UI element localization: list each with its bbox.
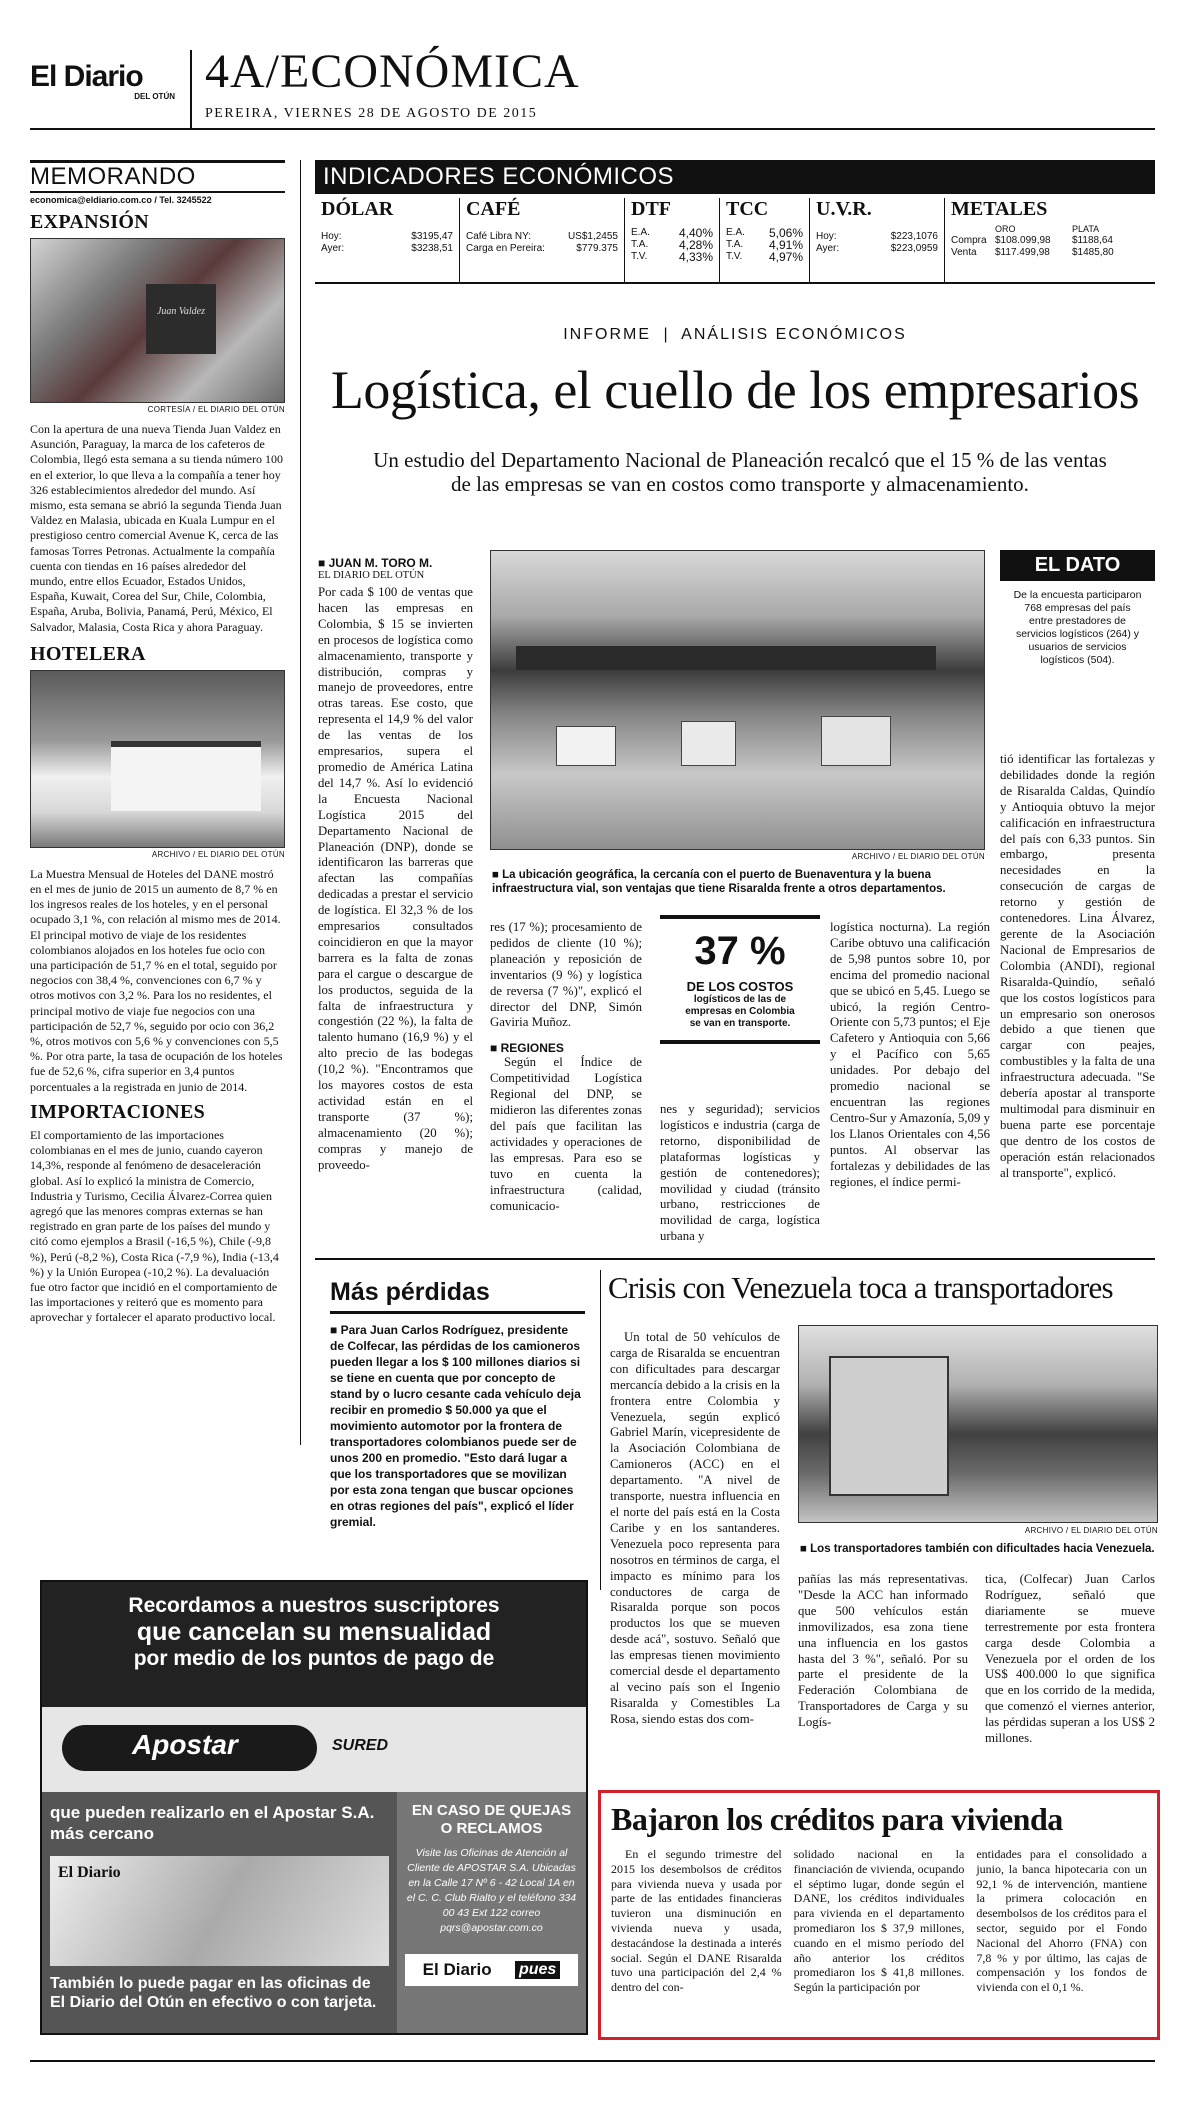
logo-sub: DEL OTÚN	[134, 92, 175, 101]
regiones-heading: ■ REGIONES	[490, 1041, 564, 1056]
uvr-ayer-label: Ayer:	[816, 243, 840, 254]
lead-col2-text: res (17 %); procesamiento de pedidos de cliente (10 %); planeación y reposición de inventarios (9 %) y logística de reversa (7 %)", explicó el director del DNP, Simón Gaviria Muñoz.	[490, 920, 642, 1030]
uvr-label: U.V.R.	[816, 198, 872, 220]
dolar-ayer-label: Ayer:	[321, 243, 345, 254]
logistics-warehouse-photo	[490, 550, 985, 850]
lead-col3-text: nes y seguridad); servicios logísticos e industria (carga de retorno, disponibilidad de plataformas logísticas y gestión de contenedores); movilidad y ciudad (tránsito urbano, restricciones de movilidad de carga, logística urbana y	[660, 1102, 820, 1244]
lead-col5	[1000, 752, 1155, 1181]
uvr-ayer: $223,0959	[890, 243, 938, 254]
credits-columns	[611, 1847, 1147, 1995]
venezuela-col2-text: pañías las más representativas. "Desde la ACC han informado que 500 vehículos están inmovilizados, esa zona tiene una influencia en los gastos hasta del 3 %", señaló. Por su parte el presidente de la Federación Colombiana de Transportadores de Carga y su Logís-	[798, 1572, 968, 1730]
lead-col2b-text: Según el Índice de Competitividad Logística Regional del DNP, se midieron las diferentes zonas del país que facilitan las actividades y operaciones de las empresas. Para eso se tuvo en cuenta la infraestructura (calidad, comunicacio-	[490, 1055, 642, 1213]
lead-bottom-rule	[315, 1258, 1155, 1260]
kicker-right: ANÁLISIS ECONÓMICOS	[681, 326, 907, 343]
column-divider	[300, 160, 301, 1445]
lead-col3	[660, 1102, 820, 1245]
uvr-hoy-label: Hoy:	[816, 231, 837, 242]
lead-deck: Un estudio del Departamento Nacional de Planeación recalcó que el 15 % de las ventas de las empresas se van en costos como transporte y almacenamiento.	[373, 448, 1107, 496]
lead-col1-text: Por cada $ 100 de ventas que hacen las empresas en Colombia, $ 15 se invierten en procesos de logística como almacenamiento, transporte y distribución, compras y manejo de proveedores, entre otras tareas. Ese costo, que representa el 14,9 % del valor de las ventas de los empresarios, supera el promedio de América Latina del 14,7 %. Así lo evidenció la Encuesta Nacional Logística 2015 del Departamento Nacional de Planeación (DNP), donde se identificaron las barreras que afectan las compañías dedicadas a prestar el servicio de logística. El 32,3 % de los empresarios consultados coincidieron en que la mayor barrera es la falta de zonas para el cargue o descargue de los productos, seguida de la falta de infraestructura y congestión (22 %), la falta de talento humano (16,9 %) y el alto precio de las bodegas (10,2 %). "Encontramos que los mayores costos de esta actividad están en el transporte (37 %); almacenamiento (20 %); compras y manejo de proveedo-	[318, 585, 473, 1172]
sured-logo: SURED	[332, 1737, 389, 1754]
dolar-hoy-label: Hoy:	[321, 231, 342, 242]
logo	[30, 62, 180, 101]
memorando-column	[30, 160, 285, 1450]
kicker-left: INFORME	[563, 326, 651, 343]
juan-valdez-logo-sign: Juan Valdez	[146, 284, 216, 354]
venezuela-caption-text: Los transportadores también con dificultades hacia Venezuela.	[810, 1543, 1155, 1555]
ad-body	[42, 1792, 586, 2035]
regiones-head-text: REGIONES	[500, 1041, 564, 1056]
diario-logo: El Diario	[422, 1960, 492, 1979]
lead-col4-text: logística nocturna). La región Caribe obtuvo una calificación de 5,98 puntos sobre 10, por encima del promedio nacional que se ubicó en 5,45. Luego se ubicó, la región Centro-Oriente con 5,73 puntos; el Eje Cafetero y Antioquia con 5,66 y el Pacífico con 5,65 unidades. Por debajo del promedio nacional se encuentran las regiones Centro-Sur y Amazonía, 5,09 y los Llanos Orientales con 4,56 puntos. Al observar las fortalezas y debilidades de las regiones, el índice permi-	[830, 920, 990, 1189]
stat-label: DE LOS COSTOS	[686, 979, 794, 994]
dtf-rate-value: 4,33%	[678, 250, 713, 264]
perdidas-box	[330, 1278, 585, 1530]
byline: ■ JUAN M. TORO M.	[318, 556, 433, 570]
logo-main: El Diario	[30, 60, 143, 93]
tcc-rows	[726, 227, 803, 263]
dolar-block	[315, 198, 460, 282]
indicadores-box	[315, 160, 1155, 290]
lead-col5-text: tió identificar las fortalezas y debilidades donde la región de Risaralda Caldas, Quindío y Antioquia obtuvo la mejor calificación en infraestructura del país con 6,33 puntos. Sin embargo, presenta necesidades en la consecución de cargas de retorno y gestión de contenedores. Lina Álvarez, gerente de la Asociación Nacional de Empresarios de Colombia (ANDI), regional Risaralda-Quindío, señaló que los costos logísticos para un empresario son onerosos debido a que tienen que cargar con peajes, combustibles y la falta de una infraestructura adecuada. "Se debería apostar al transporte multimodal para disminuir en buena parte ese porcentaje que dentro de los costos de operación están relacionados al transporte", explicó.	[1000, 752, 1155, 1180]
venezuela-col1-text: Un total de 50 vehículos de carga de Risaralda se encuentran con dificultades para descargar mercancía debido a la crisis en la frontera entre Colombia y Venezuela, según explicó Gabriel Marín, vicepresidente de la Asociación Colombiana de Camioneros (ACC) en el departamento. "A nivel de transporte, nuestra influencia en el norte del país está en la Costa Caribe y en los santanderes. Venezuela poco representa para nosotros en términos de carga, el impacto es mínimo para los conductores de carga de Risaralda porque son pocos productos los que se mueven desde acá", sostuvo. Señaló que las empresas tienen movimiento comercial desde el departamento al vecino país son el Ingenio Risaralda y Comestibles La Rosa, siendo estas dos com-	[610, 1330, 780, 1726]
oro-venta: $117.499,98	[995, 247, 1050, 258]
memorando-header	[30, 160, 285, 193]
venezuela-col3-text: tica, (Colfecar) Juan Carlos Rodríguez, señaló que diariamente se mueve terrestremente por esta frontera carga desde Colombia a Venezuela por el orden de los US$ 400.000 lo que significa que en los corrido de la medida, que comenzó el viernes anterior, las pérdidas superan a los US$ 2 millones.	[985, 1572, 1155, 1746]
cafe-carga: $779.375	[576, 243, 618, 254]
ad-line2: que cancelan su mensualidad	[136, 1618, 492, 1646]
indicadores-title: INDICADORES ECONÓMICOS	[323, 163, 675, 190]
tcc-rate-label: T.V.	[726, 251, 743, 262]
venezuela-col3	[985, 1572, 1155, 1747]
quejas-text: Visite las Oficinas de Atención al Cliente de APOSTAR S.A. Ubicadas en la Calle 17 Nº 6 - 42 Local 1A en el C. C. Club Rialto y el teléfono 334 00 43 Ext 122 correo pqrs@apostar.com.co	[406, 1847, 577, 1934]
dateline: PEREIRA, VIERNES 28 DE AGOSTO DE 2015	[205, 106, 538, 121]
apostar-band	[42, 1707, 586, 1792]
lead-headline: Logística, el cuello de los empresarios	[330, 360, 1140, 420]
metales-block	[945, 198, 1155, 282]
footer-rule	[30, 2060, 1155, 2062]
cafe-carga-label: Carga en Pereira:	[466, 243, 545, 254]
dolar-hoy: $3195,47	[411, 231, 453, 242]
masthead-rule	[30, 128, 1155, 130]
venezuela-photo-caption: ■ Los transportadores también con dificultades hacia Venezuela.	[800, 1543, 1155, 1555]
dtf-rate-label: T.A.	[631, 239, 649, 250]
column-divider	[600, 1270, 601, 1590]
tcc-label: TCC	[726, 198, 769, 220]
tcc-rate-value: 4,91%	[768, 238, 803, 252]
el-dato-text: De la encuesta participaron 768 empresas del país entre prestadores de servicios logísticos (264) y usuarios de servicios logísticos (504).	[1013, 589, 1142, 666]
el-dato-box	[1000, 550, 1155, 675]
memorando-contact: economica@eldiario.com.co / Tel. 3245522	[30, 195, 212, 205]
metales-label: METALES	[951, 198, 1048, 220]
oro-compra: $108.099,98	[995, 235, 1051, 246]
lead-kicker: INFORME | ANÁLISIS ECONÓMICOS	[563, 326, 907, 343]
expansion-photo-credit: CORTESÍA / EL DIARIO DEL OTÚN	[147, 405, 285, 414]
hotelera-text: La Muestra Mensual de Hoteles del DANE mostró en el mes de junio de 2015 un aumento de 8,7 % en los ingresos reales de los hoteles, y en el personal ocupado 3,1 %, con relación al mismo mes de 2014. El principal motivo de viaje de los residentes colombianos alojados en los hoteles fue ocio con una participación de 51,7 % en el total, seguido por negocios con 38,4 %, convenciones con 6,7 % y otros motivos con 3,2 %. Para los no residentes, el principal motivo de viaje fue negocios con una participación de 52,7 %, seguido por ocio con 36,2 %, otros motivos con 5,6 % y convenciones con 5,5 %. Por otra parte, la tasa de ocupación de los hoteles fue de 52,6 %, cifra superior en 3,4 puntos porcentuales a la registrada en junio de 2014.	[30, 866, 283, 1094]
hotel-bed-shape	[111, 741, 261, 811]
apostar-text: Apostar	[132, 1729, 238, 1760]
uvr-hoy: $223,1076	[890, 231, 938, 242]
lead-col2	[490, 920, 642, 1214]
hotelera-photo-credit: ARCHIVO / EL DIARIO DEL OTÚN	[151, 849, 285, 859]
dtf-rate-value: 4,40%	[678, 226, 713, 240]
warehouse-roof-shape	[516, 646, 936, 670]
ad-bottom-text: También lo puede pagar en las oficinas de El Diario del Otún en efectivo o con tarjeta.	[50, 1975, 377, 2011]
expansion-text: Con la apertura de una nueva Tienda Juan Valdez en Asunción, Paraguay, la marca de los cafeteros de Colombia, llegó esta semana a su tienda número 100 en el exterior, lo que lleva a la compañía a tener hoy 326 establecimientos alrededor del mundo. Así mismo, esta semana se abrió la segunda Tienda Juan Valdez en Malasia, ubicada en Kuala Lumpur en el prestigioso centro comercial Avenue K, cerca de las famosas Torres Petronas. Actualmente la compañía cuenta con tiendas en 16 países alrededor del mundo, entre ellos Ecuador, Estados Unidos, España, Kuwait, Corea del Sur, Chile, Colombia, España, Aruba, Bolivia, Panamá, Perú, México, El Salvador, Malasia, Costa Rica y ahora Paraguay.	[30, 422, 283, 634]
dtf-rate-label: T.V.	[631, 251, 648, 262]
section-title: 4A/ECONÓMICA	[205, 45, 580, 98]
quejas-title: EN CASO DE QUEJAS O RECLAMOS	[411, 1802, 572, 1837]
venezuela-headline: Crisis con Venezuela toca a transportadores	[608, 1270, 1113, 1305]
dtf-rows	[631, 227, 713, 263]
ad-left	[42, 1792, 397, 2035]
ad-line3: por medio de los puntos de pago de	[133, 1647, 495, 1670]
juan-valdez-store-photo	[30, 238, 285, 403]
dtf-rate-row	[631, 251, 713, 263]
expansion-heading: EXPANSIÓN	[30, 211, 150, 233]
newspapers-graphic	[50, 1856, 389, 1966]
ad-logos	[405, 1954, 578, 1986]
dtf-block	[625, 198, 720, 282]
uvr-block	[810, 198, 945, 282]
dtf-rate-label: E.A.	[631, 227, 650, 238]
hotel-room-photo	[30, 670, 285, 848]
vivienda-credits-article	[598, 1790, 1160, 2040]
truck-shape	[821, 716, 891, 766]
credits-col2: solidado nacional en la financiación de vivienda, ocupando el séptimo lugar, donde según el DANE, los créditos individuales para vivienda en el departamento promediaron los $ 37,9 millones, cuando en el mismo período del año anterior los créditos promediaron los $ 41,8 millones. Según la participación por	[793, 1847, 965, 1995]
indicadores-header	[315, 160, 1155, 194]
stat-sub: logísticos de las de empresas en Colombia se van en transporte.	[685, 994, 795, 1029]
lead-photo-credit: ARCHIVO / EL DIARIO DEL OTÚN	[851, 852, 985, 861]
hotelera-heading: HOTELERA	[30, 642, 146, 665]
indicadores-row	[315, 194, 1155, 284]
ad-line1: Recordamos a nuestros suscriptores	[128, 1594, 500, 1617]
truck-cab-shape	[829, 1356, 949, 1496]
tcc-rate-label: T.A.	[726, 239, 744, 250]
lead-col4	[830, 920, 990, 1190]
tcc-block	[720, 198, 810, 282]
credits-headline: Bajaron los créditos para vivienda	[611, 1801, 1063, 1837]
tcc-rate-value: 5,06%	[768, 226, 803, 240]
venezuela-photo-credit: ARCHIVO / EL DIARIO DEL OTÚN	[1024, 1526, 1158, 1535]
cafe-label: CAFÉ	[466, 198, 521, 220]
perdidas-text: ■ Para Juan Carlos Rodríguez, presidente de Colfecar, las pérdidas de los camioneros pueden llegar a los $ 100 millones diarios si se tiene en cuenta que por concepto de stand by o lucro cesante cada vehículo deja recibir en promedio $ 50.000 ya que el movimiento automotor por la frontera de transportadores colombianos puede ser de unos 200 en promedio. "Esto dará lugar a que los transportadores que se movilizan por esta zona tengan que buscar opciones en otras regiones del país", explicó el líder gremial.	[330, 1323, 581, 1529]
cafe-libra: US$1,2455	[567, 231, 618, 242]
stat-callout	[660, 915, 820, 1044]
venezuela-col1	[610, 1330, 780, 1728]
apostar-logo	[62, 1725, 317, 1771]
plata-label: PLATA	[1072, 224, 1100, 234]
masthead-divider	[190, 50, 192, 128]
perdidas-title: Más pérdidas	[330, 1278, 585, 1314]
byline-outlet: EL DIARIO DEL OTÚN	[318, 570, 425, 581]
quejas-box	[397, 1792, 586, 2035]
plata-compra: $1188,64	[1072, 235, 1113, 246]
plata-venta: $1485,80	[1072, 247, 1114, 258]
lead-photo-caption: ■ La ubicación geográfica, la cercanía con el puerto de Buenaventura y la buena infraestructura vial, son ventajas que tiene Risaralda frente a otros departamentos.	[492, 869, 946, 895]
credits-col3: entidades para el consolidado a junio, la banca hipotecaria con un 92,1 % de intervención, mantiene la primera colocación en desembolsos de los créditos para el sector, seguido por el Fondo Nacional del Ahorro (FNA) con 7,8 % y por último, las cajas de compensación y los fondos de vivienda con el 0,1 %.	[976, 1847, 1148, 1995]
lead-caption-text: La ubicación geográfica, la cercanía con el puerto de Buenaventura y la buena infraestructura vial, son ventajas que tiene Risaralda frente a otros departamentos.	[492, 869, 946, 895]
dtf-label: DTF	[631, 198, 671, 220]
cafe-libra-label: Café Libra NY:	[466, 231, 532, 242]
ad-mid-text: que pueden realizarlo en el Apostar S.A. más cercano	[50, 1803, 375, 1843]
dolar-ayer: $3238,51	[411, 243, 453, 254]
truck-shape	[681, 721, 736, 766]
stat-value: 37 %	[694, 929, 786, 973]
memorando-title: MEMORANDO	[30, 163, 196, 190]
newspapers-graphic-label: El Diario	[58, 1864, 121, 1881]
venezuela-col2	[798, 1572, 968, 1731]
dolar-label: DÓLAR	[321, 198, 394, 220]
pues-logo: pues	[515, 1961, 560, 1979]
venta-label: Venta	[951, 247, 977, 258]
cafe-block	[460, 198, 625, 282]
tcc-rate-value: 4,97%	[768, 250, 803, 264]
importaciones-text: El comportamiento de las importaciones colombianas en el mes de junio, cuando cayeron 14,3%, responde al fenómeno de desaceleración global. Así lo explicó la ministra de Comercio, Industria y Turismo, Cecilia Álvarez-Correa quien agregó que las menores compras externas se han registrado en gran parte de los países del mundo y citó como ejemplos a Brasil (-16,5 %), Chile (-9,8 %), Perú (-8,2 %), Costa Rica (-7,9 %), India (-13,4 %) y la Unión Europea (-10,2 %). La devaluación fue otro factor que incidió en el comportamiento de las importaciones y reiteró que es momento para aprovechar y fortalecer el aparato productivo local.	[30, 1127, 279, 1325]
subscriber-ad	[40, 1580, 588, 2035]
byline-name: JUAN M. TORO M.	[328, 556, 433, 570]
compra-label: Compra	[951, 235, 987, 246]
credits-col1: En el segundo trimestre del 2015 los desembolsos de créditos para vivienda nueva y usada por parte de las entidades financieras tuvieron una disminución en vivienda nueva y usada, destacándose la destinada a interés social. Según el DANE Risaralda tuvo una participación del 2,4 % dentro del con-	[611, 1847, 782, 1995]
lead-col1	[318, 556, 473, 1174]
el-dato-title: EL DATO	[1000, 550, 1155, 581]
importaciones-heading: IMPORTACIONES	[30, 1100, 206, 1123]
oro-label: ORO	[995, 224, 1016, 234]
truck-photo	[798, 1325, 1158, 1523]
dtf-rate-value: 4,28%	[678, 238, 713, 252]
tcc-rate-label: E.A.	[726, 227, 745, 238]
ad-header	[42, 1582, 586, 1707]
perdidas-text-body: Para Juan Carlos Rodríguez, presidente de Colfecar, las pérdidas de los camioneros pueden llegar a los $ 100 millones diarios si se tiene en cuenta que por concepto de stand by o lucro cesante cada vehículo deja recibir en promedio $ 50.000 ya que el movimiento automotor por la frontera de transportadores colombianos puede ser de unos 200 en promedio. "Esto dará lugar a que los transportadores que se movilizan por esta zona tengan que buscar opciones en otras regiones del país", explicó el líder gremial.	[330, 1323, 581, 1529]
tcc-rate-row	[726, 251, 803, 263]
truck-shape	[556, 726, 616, 766]
